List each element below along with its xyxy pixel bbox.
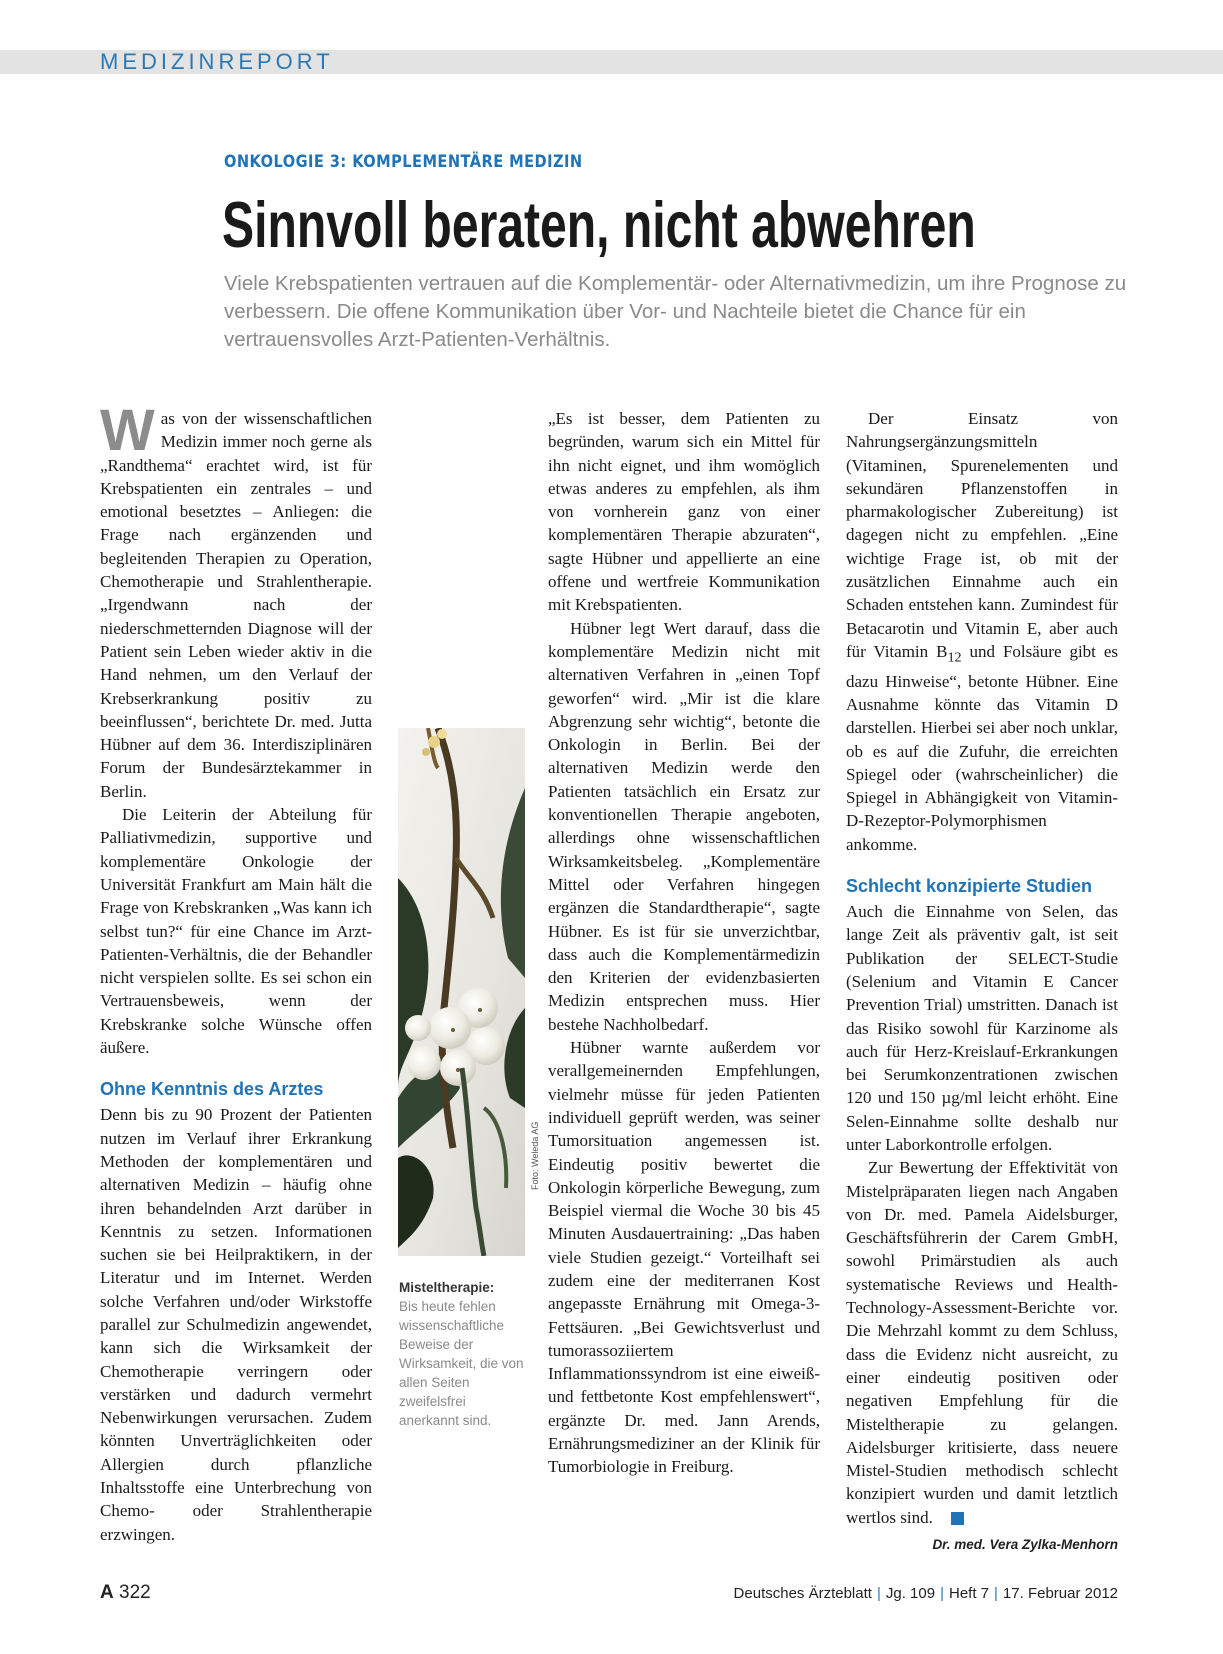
separator: | — [940, 1585, 944, 1602]
paragraph: Hübner legt Wert darauf, dass die komplementäre Medizin nicht mit alternativen Verfahren in „einen Topf geworfen“ wird. „Mir ist die klare Abgrenzung sehr wichtig“, betonte die Onkologin in Berlin. Bei der alternativen Medizin werde den Patienten tatsächlich ein Ersatz zur konventionellen Therapie angeboten, allerdings ohne wissenschaftlichen Wirksamkeitsbeleg. „Komplementäre Mittel oder Verfahren hingegen ergänzen die Standardtherapie“, sagte Hübner. Es ist für sie unverzichtbar, dass auch die Komplementärmedizin den Kriterien der evidenzbasierten Medizin entsprechen muss. Hier bestehe Nachholbedarf. — [548, 618, 820, 1034]
section-label: MEDIZINREPORT — [100, 49, 334, 74]
subheading: Ohne Kenntnis des Arztes — [100, 1079, 324, 1100]
article-lead: Viele Krebspatienten vertrauen auf die Komplementär- oder Alternativmedizin, um ihre Prognose zu verbessern. Die offene Kommunikation über Vor- und Nachteile bietet die Chance für ein vertrauensvolles Arzt-Patienten-Verhältnis. — [224, 272, 1127, 351]
photo-credit: Foto: Weleda AG — [530, 1121, 540, 1190]
page-number: A 322 — [100, 1582, 151, 1603]
journal-name: Deutsches Ärzteblatt — [733, 1585, 872, 1602]
paragraph: Zur Bewertung der Effektivität von Mistelpräparaten liegen nach Angaben von Dr. med. Pamela Aidelsburger, Geschäftsführerin der Carem GmbH, sowohl Primärstudien als auch systematische Reviews und Health-Technology-Assessment-Berichte vor. Die Mehrzahl kommt zu dem Schluss, dass die Evidenz nicht ausreicht, zu einer eindeutig positiven oder negativen Empfehlung für die Misteltherapie zu gelangen. Aidelsburger kritisierte, dass neuere Mistel-Studien methodisch schlecht konzipiert wurden und damit letztlich wertlos sind. — [846, 1158, 1118, 1527]
caption-text: Bis heute fehlen wissenschaftliche Beweise der Wirksamkeit, die von allen Seiten zweifelsfrei anerkannt sind. — [399, 1299, 524, 1428]
column-1 — [100, 398, 372, 1546]
journal-footer — [734, 1585, 1118, 1602]
paragraph: Der Einsatz von Nahrungsergänzungsmitteln (Vitaminen, Spurenelementen und sekundären Pflanzenstoffen in pharmakologischer Zubereitung) ist dagegen nicht zu empfehlen. „Eine wichtige Frage ist, ob mit der zusätzlichen Einnahme auch ein Schaden entstehen kann. Zumindest für Betacarotin und Vitamin E, aber auch für Vitamin $B_{12}$ und Folsäure gibt es dazu Hinweise“, betonte Hübner. Eine Ausnahme könnte das Vitamin D darstellen. Hierbei sei aber noch unklar, ob es auf die Zufuhr, die erreichten Spiegel oder (wahrscheinlicher) die Spiegel in Abhängigkeit von Vitamin-D-Rezeptor-Polymorphismen ankomme. — [846, 409, 1118, 854]
paragraph: Hübner warnte außerdem vor verallgemeinernden Empfehlungen, vielmehr müsse für jeden Patienten individuell geprüft werden, was seiner Tumorsituation angemessen ist. Eindeutig positiv bewertet die Onkologin körperliche Bewegung, zum Beispiel viermal die Woche 30 bis 45 Minuten Ausdauertraining: „Das haben viele Studien gezeigt.“ Vorteilhaft sei zudem eine der mediterranen Kost angepasste Ernährung mit Omega-3-Fettsäuren. „Bei Gewichtsverlust und tumorassoziiertem Inflammationssyndrom ist eine eiweiß- und fettbetonte Kost empfehlenswert“, ergänzte Dr. med. Jann Arends, Ernährungsmediziner an der Klinik für Tumorbiologie in Freiburg. — [548, 1038, 820, 1477]
separator: | — [994, 1585, 998, 1602]
issue-date: 17. Februar 2012 — [1002, 1585, 1118, 1602]
photo-caption — [399, 1278, 529, 1430]
subheading: Schlecht konzipierte Studien — [846, 876, 1093, 897]
author-byline: Dr. med. Vera Zylka-Menhorn — [932, 1537, 1118, 1552]
paragraph: Auch die Einnahme von Selen, das lange Zeit als präventiv galt, ist seit Publikation der SELECT-Studie (Selenium and Vitamin E Cancer Prevention Trial) umstritten. Danach ist das Risiko sowohl für Karzinome als auch für Herz-Kreislauf-Erkrankungen bei Serumkonzentrationen zwischen 120 und 150 µg/ml leicht erhöht. Eine Selen-Einnahme sollte deshalb nur unter Laborkontrolle erfolgen. — [846, 902, 1118, 1154]
volume: Jg. 109 — [885, 1585, 936, 1602]
paragraph: Die Leiterin der Abteilung für Palliativmedizin, supportive und komplementäre Onkologie der Universität Frankfurt am Main hält die Frage von Krebskranken „Was kann ich selbst tun?“ für eine Chance im Arzt-Patienten-Verhältnis, die der Behandler nicht verspielen sollte. Es sei schon ein Vertrauensbeweis, wenn der Krebskranke solche Wünsche offen äußere. — [100, 805, 372, 1058]
drop-cap: W — [100, 398, 155, 463]
subscript: 12 — [947, 649, 962, 666]
article-kicker: ONKOLOGIE 3: KOMPLEMENTÄRE MEDIZIN — [224, 152, 583, 172]
mistletoe-photo — [398, 728, 525, 1256]
end-of-article-mark — [951, 1512, 964, 1525]
column-3 — [846, 407, 1118, 1529]
paragraph: „Es ist besser, dem Patienten zu begründen, warum sich ein Mittel für ihn nicht eignet, und ihm womöglich etwas anderes zu empfehlen, als ihm von vornherein ganz von einer komplementären Therapie abzuraten“, sagte Hübner und appellierte an eine offene und wertfreie Kommunikation mit Krebspatienten. — [548, 409, 820, 615]
caption-title: Misteltherapie: — [399, 1280, 495, 1295]
issue: Heft 7 — [948, 1585, 990, 1602]
paragraph: Denn bis zu 90 Prozent der Patienten nutzen im Verlauf ihrer Erkrankung Methoden der komplementären und alternativen Medizin – häufig ohne ihren behandelnden Arzt darüber in Kenntnis zu setzen. Informationen suchen sie bei Heilpraktikern, in der Literatur und im Internet. Werden solche Verfahren und/oder Wirkstoffe parallel zur Schulmedizin angewendet, kann sich die Wirksamkeit der Chemotherapie verringern oder verstärken und dadurch vermehrt Nebenwirkungen verursachen. Zudem könnten Unverträglichkeiten oder Allergien durch pflanzliche Inhaltsstoffe eine Unterbrechung von Chemo- oder Strahlentherapie erzwingen. — [100, 1105, 372, 1544]
article-title: Sinnvoll beraten, nicht abwehren — [222, 188, 976, 261]
paragraph: Was von der wissenschaftlichen Medizin immer noch gerne als „Randthema“ erachtet wird, ist für Krebspatienten ein zentrales – und emotional besetztes – Anliegen: die Frage nach ergänzenden und begleitenden Therapien zu Operation, Chemotherapie und Strahlentherapie. „Irgendwann nach der niederschmetternden Diagnose will der Patient sein Leben wieder aktiv in die Hand nehmen, um den Verlauf der Krebserkrankung positiv zu beeinflussen“, berichtete Dr. med. Jutta Hübner auf dem 36. Interdisziplinären Forum der Bundesärztekammer in Berlin. — [100, 398, 372, 801]
column-2 — [548, 407, 820, 1479]
separator: | — [876, 1585, 881, 1602]
